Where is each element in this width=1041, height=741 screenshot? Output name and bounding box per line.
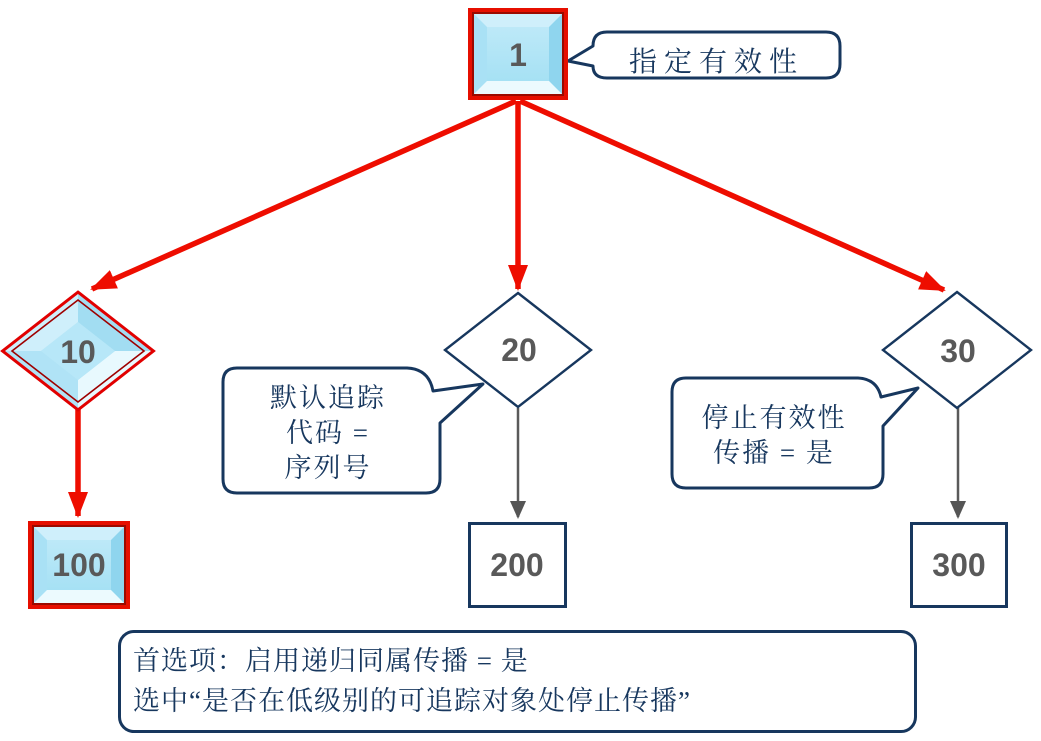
callout-20-line-1: 默认追踪 [270, 383, 386, 413]
callout-30-text [676, 401, 872, 471]
node-200-label: 200 [490, 547, 544, 583]
node-300-label: 300 [932, 547, 986, 583]
node-100-label: 100 [52, 547, 106, 583]
callout-30-line-1: 停止有效性 [701, 403, 847, 433]
callout-20-line-2: 代码 = [286, 418, 370, 448]
arrow-1-to-30 [520, 101, 944, 290]
note-text [133, 641, 913, 721]
callout-1-text: 指定有效性 [628, 47, 804, 78]
node-10-label: 10 [60, 334, 96, 370]
arrow-1-to-10 [92, 101, 516, 289]
node-30-label: 30 [940, 333, 976, 369]
callout-20-line-3: 序列号 [284, 453, 372, 483]
node-20-label: 20 [501, 332, 537, 368]
node-1-label: 1 [509, 37, 527, 73]
note-line-2: 选中“是否在低级别的可追踪对象处停止传播” [133, 686, 691, 716]
note-line-1: 首选项：启用递归同属传播 = 是 [133, 646, 529, 676]
callout-20-text [225, 381, 431, 486]
callout-30-line-2: 传播 = 是 [713, 438, 835, 468]
